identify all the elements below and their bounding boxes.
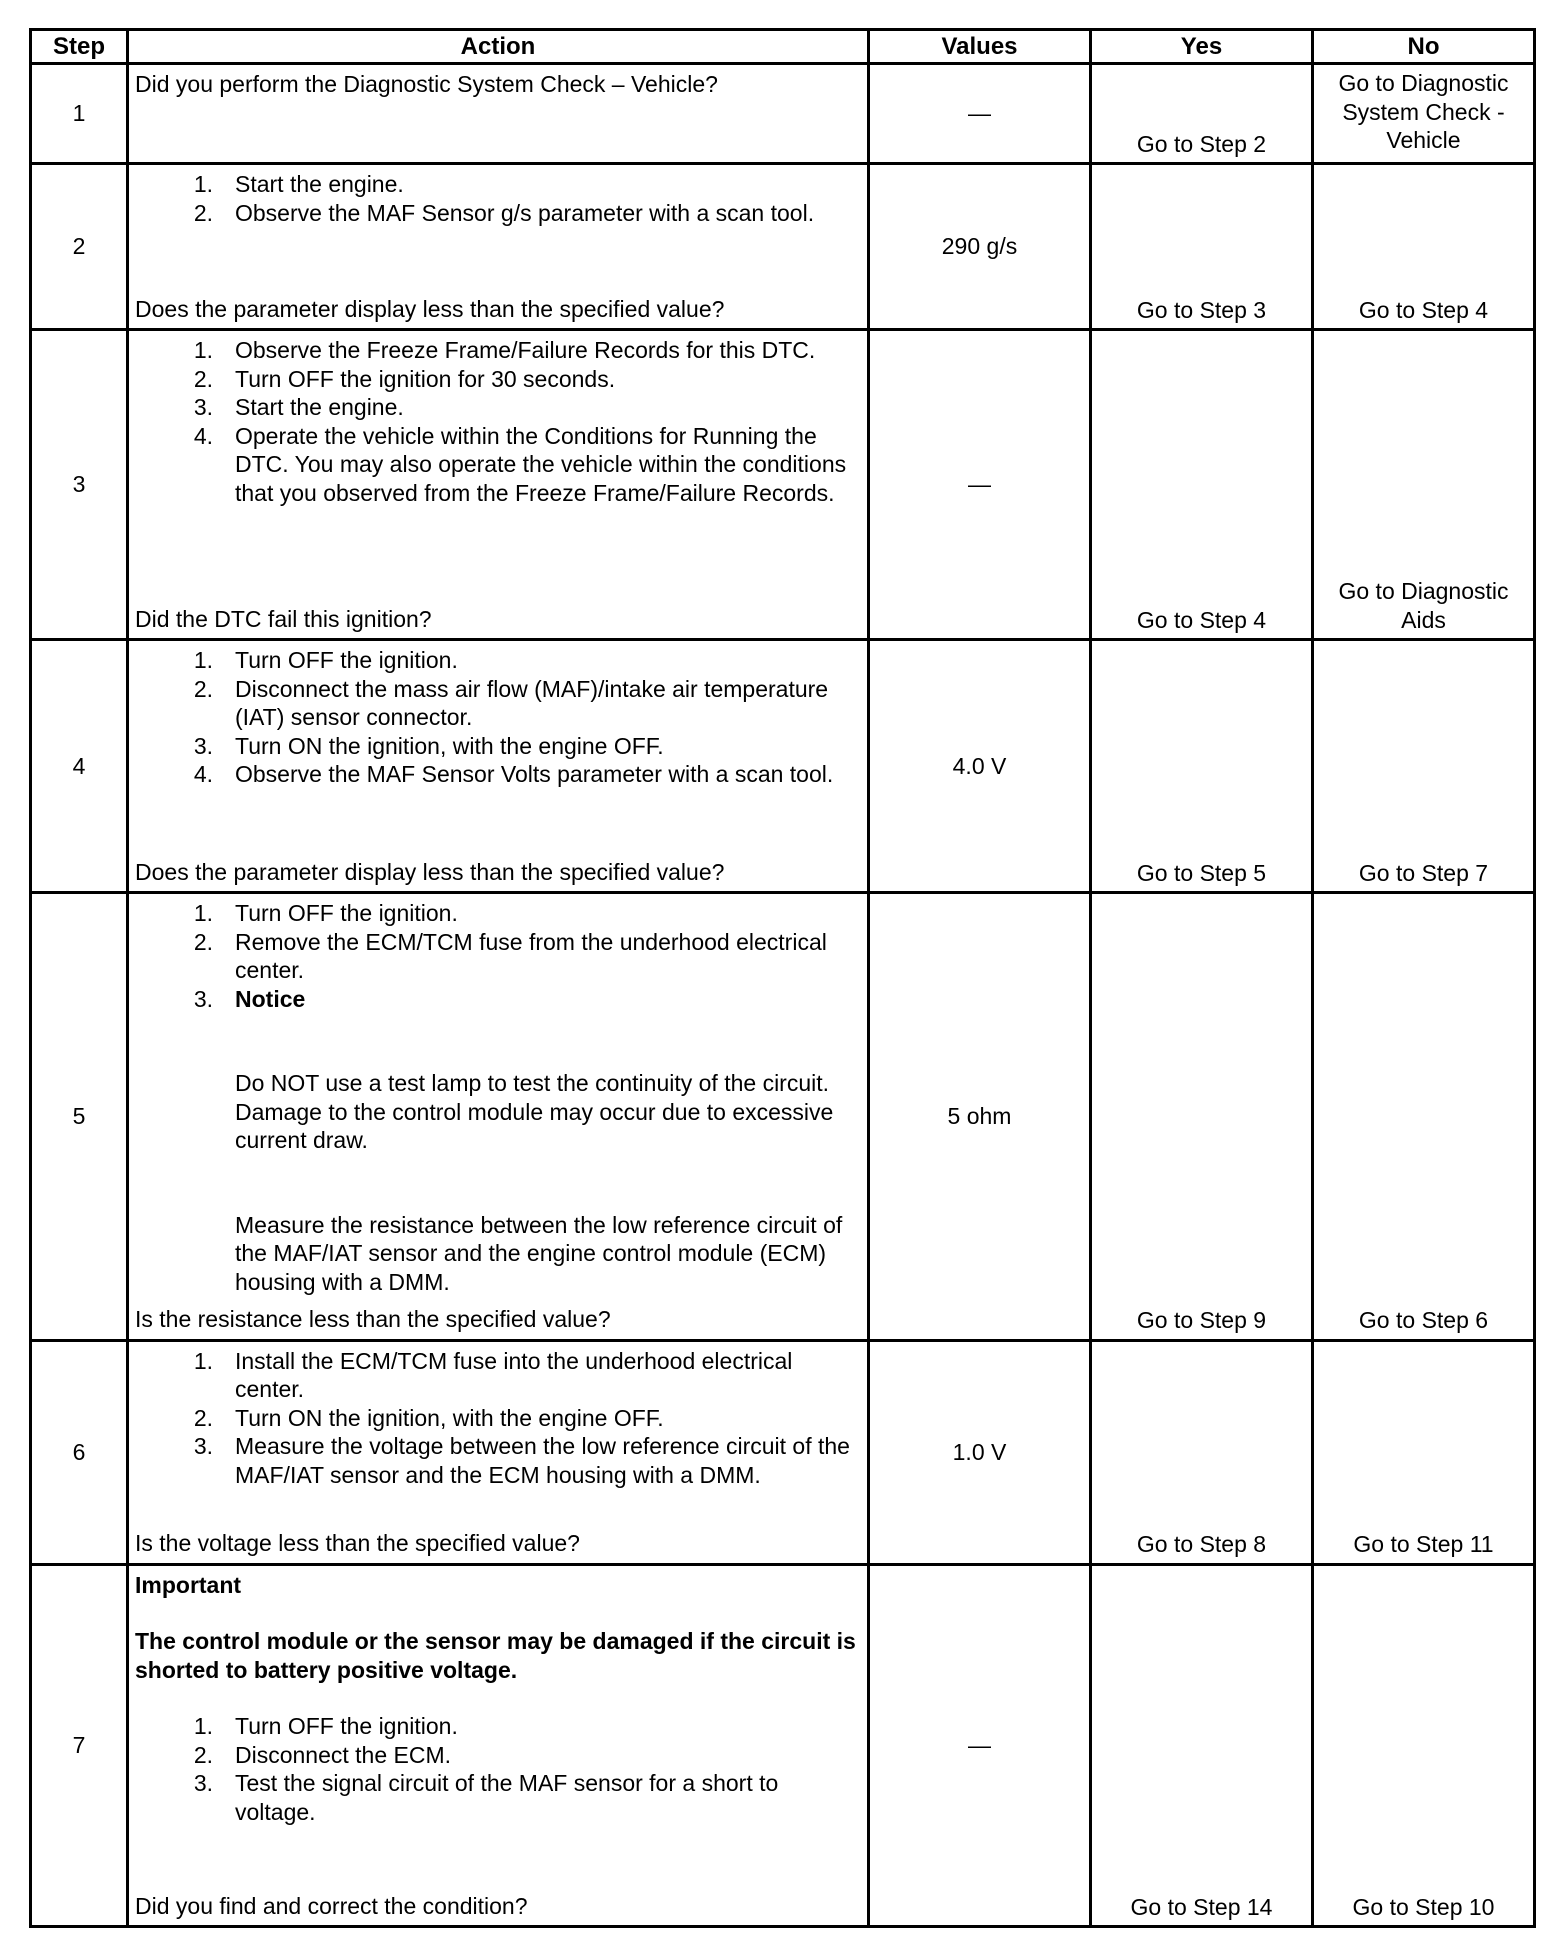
value-cell: — (869, 1564, 1091, 1926)
list-item: 2. Disconnect the ECM. (193, 1741, 452, 1768)
header-values: Values (869, 30, 1091, 64)
value-cell: — (869, 64, 1091, 164)
no-cell (1313, 1340, 1535, 1564)
list-item: 1. Turn OFF the ignition. (193, 900, 458, 927)
action-list (135, 646, 861, 789)
action-question: Does the parameter display less than the specified value? (135, 858, 725, 885)
notice-label: Notice (235, 985, 306, 1012)
no-link[interactable]: Go to Step 6 (1358, 1307, 1489, 1334)
table-row (31, 1340, 1535, 1564)
table-row (31, 64, 1535, 164)
yes-link[interactable]: Go to Step 14 (1130, 1893, 1273, 1920)
notice-text: Do NOT use a test lamp to test the continuity of the circuit. Damage to the control module may occur due to excessive current draw. (235, 1070, 834, 1154)
step-number: 7 (31, 1564, 128, 1926)
no-link[interactable]: Go to Step 7 (1358, 859, 1489, 886)
list-item: 3. Test the signal circuit of the MAF sensor for a short to voltage. (193, 1770, 779, 1825)
no-cell (1313, 64, 1535, 164)
table-row (31, 640, 1535, 893)
yes-link[interactable]: Go to Step 4 (1136, 606, 1267, 633)
list-item: 4. Observe the MAF Sensor Volts parameter with a scan tool. (193, 761, 834, 788)
list-item: 1. Start the engine. (193, 171, 404, 198)
table-row (31, 330, 1535, 640)
action-cell (128, 164, 869, 330)
list-item: 2. Observe the MAF Sensor g/s parameter with a scan tool. (193, 199, 815, 226)
action-question: Does the parameter display less than the specified value? (135, 295, 725, 322)
no-cell (1313, 640, 1535, 893)
no-cell (1313, 330, 1535, 640)
list-item: 1. Turn OFF the ignition. (193, 647, 458, 674)
action-cell (128, 1564, 869, 1926)
action-cell (128, 640, 869, 893)
action-question: Is the voltage less than the specified value? (135, 1530, 580, 1557)
action-list (135, 1712, 861, 1826)
step-number: 5 (31, 893, 128, 1340)
list-item: 3. Turn ON the ignition, with the engine OFF. (193, 732, 664, 759)
value-cell: 1.0 V (869, 1340, 1091, 1564)
no-link[interactable] (1314, 577, 1533, 634)
list-item: 3. Start the engine. (193, 394, 404, 421)
step-number: 3 (31, 330, 128, 640)
yes-cell (1091, 1564, 1313, 1926)
action-question: Is the resistance less than the specified value? (135, 1306, 611, 1333)
action-question: Did you find and correct the condition? (135, 1892, 528, 1919)
list-item: 1. Install the ECM/TCM fuse into the underhood electrical center. (193, 1347, 793, 1403)
no-cell (1313, 893, 1535, 1340)
step-number: 1 (31, 64, 128, 164)
yes-link[interactable]: Go to Step 2 (1136, 130, 1267, 157)
yes-cell (1091, 164, 1313, 330)
list-item: 1. Observe the Freeze Frame/Failure Records for this DTC. (193, 337, 816, 364)
no-line: Aids (1401, 606, 1446, 633)
table-row (31, 164, 1535, 330)
header-action: Action (128, 30, 869, 64)
header-yes: Yes (1091, 30, 1313, 64)
header-row (31, 30, 1535, 64)
action-question: Did you perform the Diagnostic System Check – Vehicle? (135, 71, 718, 97)
action-cell (128, 64, 869, 164)
no-link[interactable]: Go to Step 4 (1358, 296, 1489, 323)
value-cell: 4.0 V (869, 640, 1091, 893)
yes-link[interactable]: Go to Step 5 (1136, 859, 1267, 886)
yes-cell (1091, 640, 1313, 893)
action-question: Did the DTC fail this ignition? (135, 605, 432, 632)
value-cell: 290 g/s (869, 164, 1091, 330)
no-cell (1313, 1564, 1535, 1926)
list-item: 3. Measure the voltage between the low reference circuit of the MAF/IAT sensor and the ECM housing with a DMM. (193, 1433, 850, 1488)
table-row (31, 893, 1535, 1340)
action-list (135, 899, 861, 1013)
table-row (31, 1564, 1535, 1926)
action-cell (128, 1340, 869, 1564)
value-cell: — (869, 330, 1091, 640)
list-item: 2. Disconnect the mass air flow (MAF)/intake air temperature (IAT) sensor connector. (193, 675, 829, 731)
no-link[interactable] (1314, 69, 1533, 155)
step-number: 4 (31, 640, 128, 893)
no-link[interactable]: Go to Step 10 (1352, 1893, 1495, 1920)
yes-link[interactable]: Go to Step 3 (1136, 296, 1267, 323)
list-item: 1. Turn OFF the ignition. (193, 1713, 458, 1740)
yes-link[interactable]: Go to Step 8 (1136, 1531, 1267, 1558)
diagnostic-table (29, 28, 1536, 1928)
measure-text: Measure the resistance between the low reference circuit of the MAF/IAT sensor and the engine control module (ECM) housing with a DMM. (235, 1211, 843, 1295)
list-item: 3. Notice (193, 985, 306, 1012)
no-line: System Check - (1342, 98, 1505, 125)
action-list (135, 336, 861, 507)
list-item: 4. Operate the vehicle within the Conditions for Running the DTC. You may also operate the vehicle within the conditions that you observed from the Freeze Frame/Failure Records. (193, 422, 847, 506)
no-line: Go to Diagnostic (1338, 578, 1509, 605)
step-number: 2 (31, 164, 128, 330)
action-cell (128, 330, 869, 640)
value-cell: 5 ohm (869, 893, 1091, 1340)
yes-link[interactable]: Go to Step 9 (1136, 1307, 1267, 1334)
header-no: No (1313, 30, 1535, 64)
no-link[interactable]: Go to Step 11 (1353, 1531, 1494, 1558)
header-step: Step (31, 30, 128, 64)
yes-cell (1091, 330, 1313, 640)
no-cell (1313, 164, 1535, 330)
step-number: 6 (31, 1340, 128, 1564)
no-line: Vehicle (1386, 127, 1461, 153)
action-list (135, 170, 861, 227)
important-text: The control module or the sensor may be damaged if the circuit is shorted to battery positive voltage. (135, 1628, 856, 1683)
list-item: 2. Turn OFF the ignition for 30 seconds. (193, 365, 616, 392)
yes-cell (1091, 64, 1313, 164)
no-line: Go to Diagnostic (1338, 70, 1509, 96)
list-item: 2. Turn ON the ignition, with the engine OFF. (193, 1404, 664, 1431)
action-cell (128, 893, 869, 1340)
action-list (135, 1347, 861, 1490)
list-item: 2. Remove the ECM/TCM fuse from the underhood electrical center. (193, 928, 827, 984)
yes-cell (1091, 1340, 1313, 1564)
important-label: Important (135, 1571, 242, 1598)
yes-cell (1091, 893, 1313, 1340)
